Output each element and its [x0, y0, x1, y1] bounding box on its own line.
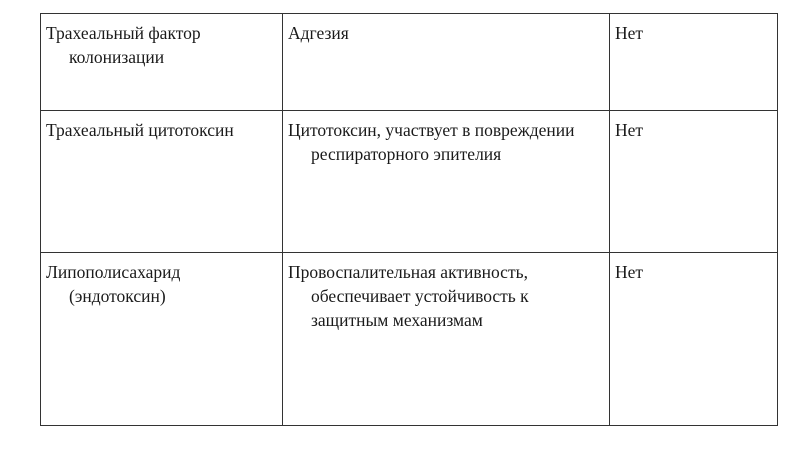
function-cell — [283, 253, 610, 426]
factor-function: Провоспалительная активность, обеспечивает устойчивость к защитным механизмам — [288, 262, 529, 330]
value-cell — [610, 253, 778, 426]
factor-value: Нет — [615, 120, 644, 140]
table-row — [41, 111, 778, 253]
factor-cell — [41, 14, 283, 111]
factor-name: Липополисахарид (эндотоксин) — [46, 262, 181, 306]
factor-cell — [41, 253, 283, 426]
factor-function: Цитотоксин, участвует в повреждении респираторного эпителия — [288, 120, 575, 164]
value-cell — [610, 14, 778, 111]
factor-value: Нет — [615, 23, 644, 43]
factor-name: Трахеальный цитотоксин — [46, 120, 234, 140]
factor-cell — [41, 111, 283, 253]
virulence-factors-table — [40, 13, 778, 426]
value-cell — [610, 111, 778, 253]
function-cell — [283, 14, 610, 111]
factor-value: Нет — [615, 262, 644, 282]
factor-name: Трахеальный фактор колонизации — [46, 23, 201, 67]
function-cell — [283, 111, 610, 253]
table-row — [41, 14, 778, 111]
factor-function: Адгезия — [288, 23, 349, 43]
table-row — [41, 253, 778, 426]
